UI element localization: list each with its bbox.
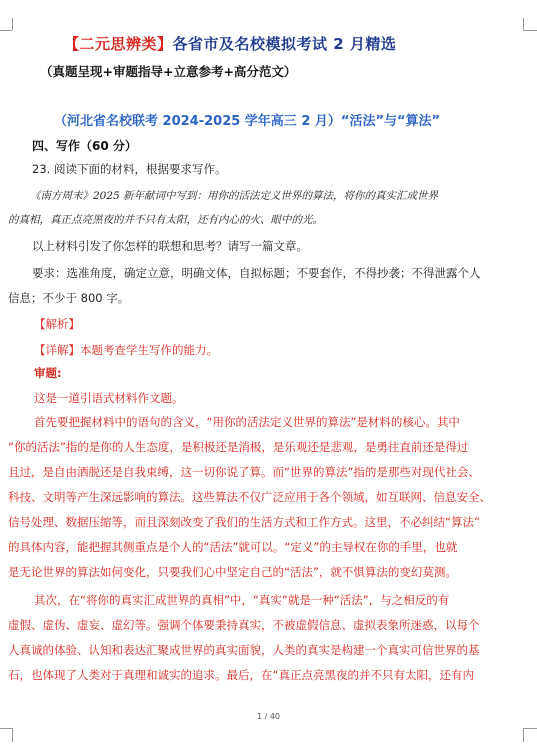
crop-mark: [12, 728, 13, 742]
paragraph-line: 虚假、虚伪、虚妄、虚幻等。强调个体要秉持真实，不被虚假信息、虚拟表象所迷惑，以每个: [8, 618, 480, 632]
category-tag: 【二元思辨类】: [64, 35, 173, 53]
material-line: 的真相，真正点亮黑夜的并不只有太阳，还有内心的火、眼中的光。: [8, 214, 323, 226]
question-text: 23. 阅读下面的材料，根据要求写作。: [32, 162, 227, 176]
paragraph-line: 的具体内容，能把握其侧重点是个人的“活法”就可以。“定义”的主导权在你的手里，也就: [8, 540, 458, 554]
review-line: 这是一道引语式材料作文题。: [34, 391, 184, 405]
crop-mark: [523, 728, 524, 742]
analysis-detail: 【详解】本题考查学生写作的能力。: [34, 343, 218, 357]
crop-mark: [523, 728, 537, 729]
paragraph-line: 石，也体现了人类对于真理和诚实的追求。最后，在“真正点亮黑夜的并不只有太阳，还有内: [8, 668, 474, 682]
crop-mark: [523, 18, 524, 30]
section-heading: 四、写作（60 分）: [32, 139, 137, 153]
paragraph-line: 信号处理、数据压缩等，而且深刻改变了我们的生活方式和工作方式。这里，不必纠结“算法”: [8, 515, 480, 529]
paragraph-line: 且过，是自由洒脱还是自我束缚，这一切你说了算。而“世界的算法”指的是那些对现代社会、: [8, 465, 480, 479]
paragraph-line: “你的活法”指的是你的人生态度，是积极还是消极，是乐观还是悲观，是勇往直前还是得过: [8, 440, 469, 454]
material-line: 《南方周末》2025 新年献词中写到：用你的活法定义世界的算法，将你的真实汇成世界: [30, 190, 439, 202]
analysis-label: 【解析】: [34, 317, 80, 331]
crop-mark: [523, 30, 537, 31]
prompt-line: 信息；不少于 800 字。: [8, 291, 130, 305]
paragraph-line: 人真诚的体验、认知和表达汇聚成世界的真实面貌，人类的真实是构建一个真实可信世界的基: [8, 643, 480, 657]
source-title: （河北省名校联考 2024-2025 学年高三 2 月）“活法”与“算法”: [54, 114, 441, 129]
document-title: [64, 33, 396, 54]
review-heading: 审题:: [34, 366, 62, 380]
prompt-line: 要求：选准角度，确定立意，明确文体，自拟标题；不要套作，不得抄袭；不得泄露个人: [32, 266, 481, 280]
crop-mark: [0, 30, 12, 31]
title-text: 各省市及名校模拟考试 2 月精选: [172, 35, 397, 53]
paragraph-line: 科技、文明等产生深远影响的算法。这些算法不仅广泛应用于各个领域，如互联网、信息安全、: [8, 490, 491, 504]
crop-mark: [12, 18, 13, 30]
document-subtitle: （真题呈现+审题指导+立意参考+高分范文）: [40, 64, 297, 79]
paragraph-line: 首先要把握材料中的语句的含义，“用你的活法定义世界的算法”是材料的核心。其中: [34, 415, 460, 429]
paragraph-line: 其次，在“将你的真实汇成世界的真相”中，“真实”就是一种“活法”，与之相反的有: [34, 593, 450, 607]
prompt-line: 以上材料引发了你怎样的联想和思考？请写一篇文章。: [32, 239, 308, 253]
crop-mark: [0, 728, 12, 729]
paragraph-line: 是无论世界的算法如何变化，只要我们心中坚定自己的“活法”，就不惧算法的变幻莫测。: [8, 565, 457, 579]
page-number: 1 / 40: [256, 712, 281, 721]
